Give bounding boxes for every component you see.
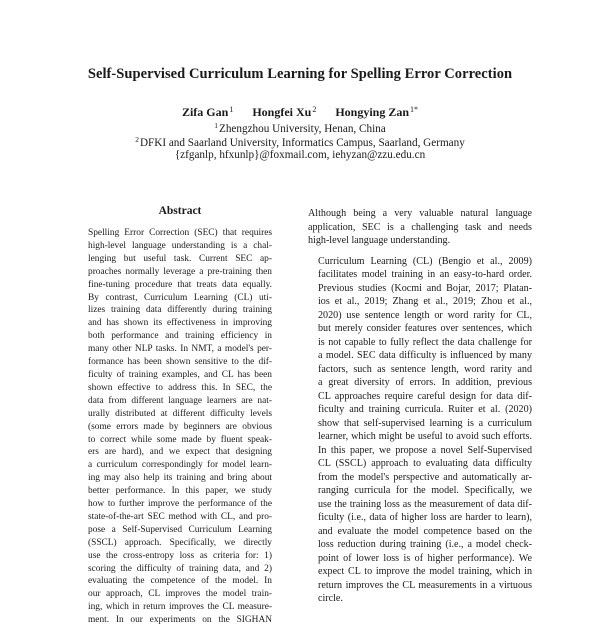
text-line: factors, such as sentence length, word rarity and	[318, 363, 532, 375]
text-line: fine-tuning procedure that treats data equally.	[88, 279, 272, 290]
text-line: pose a Self-Supervised Curriculum Learning	[88, 524, 272, 535]
text-line: lizes training data differently during training	[88, 305, 272, 316]
text-line: from the model's perspective and automatically ar-	[318, 471, 532, 483]
author: Zifa Gan$^1$	[181, 105, 234, 119]
text-line: ing, which in return improves the CL measure-	[88, 602, 272, 613]
text-line: application, SEC is a challenging task and needs	[308, 221, 532, 233]
text-line: is not capable to fully reflect the data challenge for	[318, 336, 532, 348]
text-line: many other NLP tasks. In NMT, a model's per-	[88, 344, 272, 355]
text-line: proaches normally leverage a pre-training then	[88, 266, 272, 277]
text-line: show that self-supervised learning is a curriculum	[318, 417, 532, 429]
text-line: In this paper, we propose a novel Self-Supervised	[318, 444, 532, 456]
intro-paragraph-2	[308, 255, 532, 606]
author: Hongying Zan$^{1*}$	[335, 105, 419, 119]
text-line: ment. In our experiments on the SIGHAN	[88, 615, 272, 626]
intro-paragraph-1	[308, 207, 532, 248]
text-line: By contrast, Curriculum Learning (CL) uti-	[88, 292, 272, 303]
text-line: CL (SSCL) approach to evaluating data difficulty	[318, 458, 532, 469]
text-line: formance has been shown sensitive to the dif-	[88, 357, 272, 368]
text-line: loss reduction during training (i.e., a model check-	[318, 539, 532, 550]
author: Hongfei Xu$^2$	[252, 105, 317, 119]
text-line: data from different language learners are nat-	[88, 395, 272, 406]
abstract-heading: Abstract	[158, 205, 202, 217]
text-line: and has shown its effectiveness in improving	[88, 318, 272, 329]
text-line: ficulty of training examples, and CL has been	[88, 369, 272, 380]
author-emails: {zfganlp, hfxunlp}@foxmail.com, iehyzan@zzu.edu.cn	[174, 149, 426, 161]
text-line: Previous studies (Kocmi and Bojar, 2017; Platan-	[318, 282, 532, 294]
text-line: to correct while some made by fluent speak-	[88, 434, 272, 445]
text-line: Spelling Error Correction (SEC) that requires	[88, 228, 272, 238]
text-line: point of lower loss is of higher performance). We	[318, 552, 532, 564]
text-line: shown effective to address this. In SEC, the	[88, 382, 272, 393]
affiliation-1: $^1$Zhengzhou University, Henan, China	[214, 121, 386, 135]
abstract-body	[88, 227, 272, 627]
text-line: ranging curricula for the model. Specifically, we	[318, 485, 532, 496]
text-line: scoring the difficulty of training data, and 2)	[88, 563, 272, 574]
text-line: use the training loss as the measurement of data dif-	[318, 498, 532, 510]
paper-title: Self-Supervised Curriculum Learning for Spelling Error Correction	[87, 66, 513, 82]
text-line: Curriculum Learning (CL) (Bengio et al., 2009)	[318, 255, 532, 267]
text-line: high-level language understanding is a chal-	[88, 240, 272, 251]
text-line: but merely consider features over sentences, which	[318, 323, 532, 334]
text-line: expect CL to improve the model training, which in	[318, 566, 532, 577]
text-line: state-of-the-art SEC method with CL, and pro-	[88, 511, 272, 522]
text-line: our approach, CL improves the model train-	[88, 589, 272, 600]
text-line: use the cross-entropy loss as criteria for: 1)	[88, 550, 272, 561]
text-line: (SSCL) approach. Specifically, we directly	[88, 537, 272, 548]
text-line: a curriculum correspondingly for model learn-	[88, 460, 272, 471]
text-line: both performance and training efficiency in	[88, 331, 272, 342]
text-line: a model. SEC data difficulty is influenced by many	[318, 350, 532, 361]
text-line: urally distributed at different difficulty levels	[88, 408, 272, 419]
text-line: a great diversity of errors. In addition, previous	[318, 377, 532, 388]
text-line: CL approaches require careful design for data dif-	[318, 390, 532, 402]
text-line: lenging but useful task. Current SEC ap-	[88, 253, 272, 264]
text-line: evaluating the competence of the model. In	[88, 576, 272, 587]
text-line: ficulty and training curricula. Ruiter et al. (2020)	[318, 404, 532, 415]
intro-body	[308, 207, 532, 606]
text-line: and evaluate the model competence based on the	[318, 525, 532, 537]
text-line: facilitates model training in an easy-to-hard order.	[318, 269, 532, 280]
text-line: 2020) use sentence length or word rarity for CL,	[318, 309, 532, 321]
text-line: ing may also help its training and bring about	[88, 473, 272, 484]
text-line: high-level language understanding.	[308, 235, 451, 246]
text-line: return improves the CL measurements in a virtuous	[318, 579, 532, 591]
text-line: circle.	[318, 593, 343, 604]
text-line: Although being a very valuable natural language	[308, 208, 532, 219]
affiliation-2: $^2$DFKI and Saarland University, Informatics Campus, Saarland, Germany	[135, 135, 465, 149]
text-line: learner, which might be useful to avoid such efforts.	[318, 431, 532, 442]
text-line: better performance. In this paper, we study	[88, 486, 272, 497]
text-line: how to further improve the performance of the	[88, 499, 272, 510]
text-line: ios et al., 2019; Zhang et al., 2019; Zhou et al.,	[318, 296, 532, 307]
text-line: ficulty (i.e., data of higher loss are harder to learn),	[318, 512, 532, 523]
text-line: (some errors made by beginners are obvious	[88, 421, 272, 432]
author-list	[0, 105, 600, 120]
text-line: ers are hard), and we expect that designing	[88, 447, 272, 458]
